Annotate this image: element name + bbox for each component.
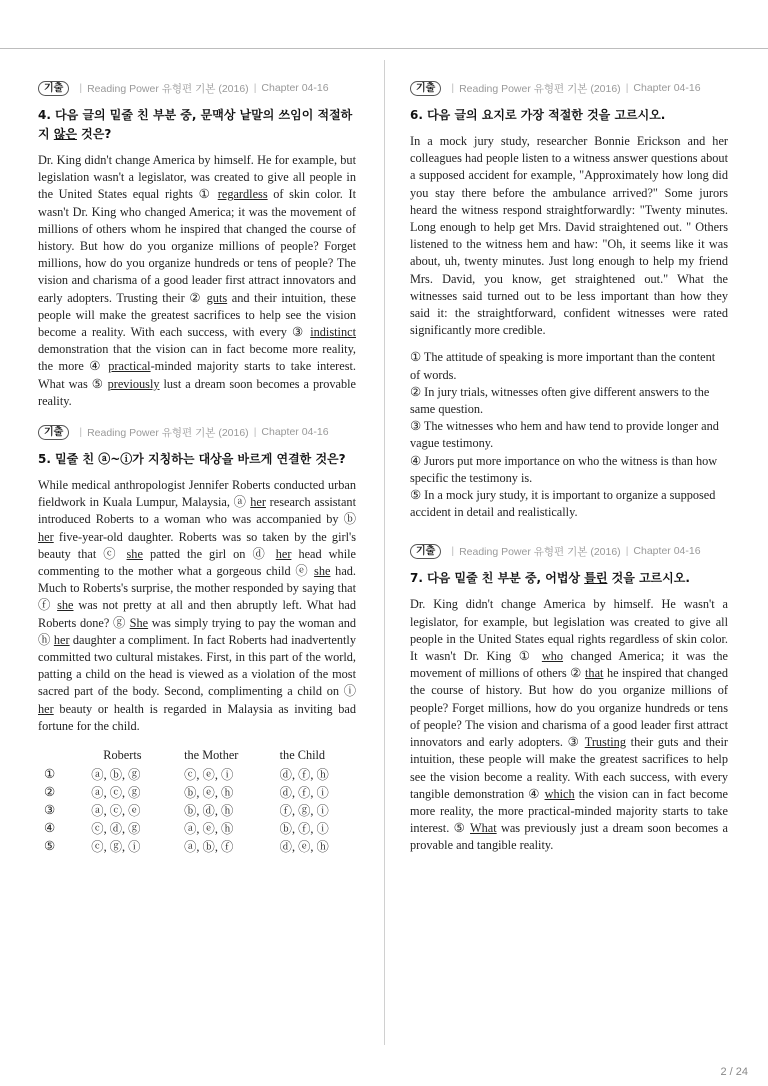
- option-number: ②: [44, 784, 56, 799]
- cell-mother: ⓐ, ⓑ, ⓕ: [184, 840, 234, 855]
- question-source: [410, 543, 728, 559]
- cell-roberts: ⓐ, ⓒ, ⓖ: [91, 786, 141, 801]
- underlined-word: who: [541, 649, 564, 664]
- cell-mother: ⓑ, ⓓ, ⓗ: [184, 804, 234, 819]
- underlined-word: she: [126, 546, 143, 561]
- passage: Dr. King didn't change America by himself. He wasn't a legislator, for example, but legislation was created to give all people in the United States equal rights regardless of skin color. It wasn't Dr. King ① who changed America; it was the movement of millions of others ② that he inspired that changed the course of history. But how do you organize millions of people? Forget millions, how do you organize hundreds or tens of people? The vision and charisma of a good leader first attract innovators and early adopters. ③ Trusting their guts and their intuition, these people will make the greatest sacrifices to help see the vision become a reality. With each success, with every tangible demonstration ④ which the vision can in fact become more reality, the more practical-minded majority starts to take interest. ⑤ What was previously just a dream soon becomes a provable and tangible reality.: [410, 597, 728, 853]
- underlined-word: previously: [107, 376, 160, 391]
- answer-option-row[interactable]: [44, 765, 356, 783]
- cell-roberts: ⓐ, ⓒ, ⓔ: [91, 804, 141, 819]
- question-title: 5. 밑줄 친 ⓐ~ⓘ가 지칭하는 대상을 바르게 연결한 것은?: [38, 452, 346, 467]
- header-cell: Roberts: [103, 748, 142, 763]
- title-text: 4. 다음 글의 밑줄 친 부분 중, 문맥상 낱말의 쓰임이 적절하지: [38, 108, 353, 141]
- underlined-word: She: [129, 615, 149, 630]
- passage: While medical anthropologist Jennifer Roberts conducted urban fieldwork in Kuala Lumpur, Malaysia, ⓐ her research assistant introduced Roberts to a woman who was accompanied by ⓑ her five-year-old daughter. Roberts was so taken by the girl's beauty that ⓒ she patted the girl on ⓓ her head while commenting to the mother what a gorgeous child ⓔ she had. Much to Roberts's surprise, the mother responded by saying that ⓕ she was not pretty at all and then abruptly left. What had Roberts done? ⓖ She was simply trying to pay the woman and ⓗ her daughter a compliment. In fact Roberts had inadvertently committed two cultural mistakes. First, in this part of the world, patting a child on the head is viewed as a violation of the most sacred part of the body. Second, complimenting a child on ⓘ her beauty or health is regarded in Malaysia as inviting bad fortune for the child.: [38, 478, 356, 733]
- past-exam-badge: 기출: [410, 81, 441, 96]
- cell-roberts: ⓒ, ⓖ, ⓘ: [91, 840, 141, 855]
- cell-child: ⓕ, ⓖ, ⓘ: [279, 804, 329, 819]
- separator: |: [79, 82, 83, 94]
- underlined-word: her: [250, 495, 266, 510]
- underlined-word: What: [470, 821, 497, 836]
- cell-child: ⓓ, ⓕ, ⓗ: [279, 768, 329, 783]
- question-source: [38, 80, 356, 96]
- underlined-word: indistinct: [310, 325, 356, 340]
- underlined-word: she: [314, 564, 331, 579]
- underlined-word: practical: [108, 359, 151, 374]
- separator: |: [79, 426, 83, 439]
- header-rule: [0, 48, 768, 49]
- answer-option-row[interactable]: [44, 783, 356, 801]
- answer-table-header: [44, 747, 356, 765]
- separator: |: [625, 82, 629, 94]
- option-number: ①: [44, 766, 56, 781]
- header-cell: [44, 747, 91, 765]
- source-name: Reading Power 유형편 기본 (2016): [87, 82, 249, 95]
- source-name: Reading Power 유형편 기본 (2016): [459, 82, 621, 95]
- header-cell: the Mother: [184, 748, 239, 763]
- underlined-word: her: [38, 529, 54, 544]
- question-title: [38, 106, 356, 144]
- underlined-word: guts: [206, 290, 228, 305]
- chapter-label: Chapter 04-16: [261, 426, 329, 439]
- underlined-word: her: [53, 632, 70, 647]
- passage: In a mock jury study, researcher Bonnie Erickson and her colleagues had people listen to a witness answer questions about a supposed accident for example, "Approximately how long did you stay there before the ambulance arrived?" Some jurors heard the witness respond straightforwardly: "Twenty minutes. Long enough to help get Mrs. David straightened out. " Others listened to the witness hem and haw: "Oh, it seems like it was about, uh, twenty minutes. Just long enough to help my friend Mrs. David, you know, get straightened out." What the witnesses said turned out to be less important than how they said it: the straightforward, confident witnesses were rated significantly more credible.: [410, 134, 728, 338]
- right-column: [410, 80, 728, 869]
- underlined-word: her: [38, 701, 54, 716]
- answer-option[interactable]: ③ The witnesses who hem and haw tend to provide longer and vague testimony.: [410, 419, 719, 451]
- title-text: 것을 고르시오.: [607, 571, 690, 586]
- question-title: 6. 다음 글의 요지로 가장 적절한 것을 고르시오.: [410, 108, 666, 122]
- answer-option-row[interactable]: [44, 837, 356, 855]
- cell-roberts: ⓒ, ⓓ, ⓖ: [91, 822, 141, 837]
- answer-option[interactable]: ② In jury trials, witnesses often give different answers to the same question.: [410, 384, 710, 417]
- separator: |: [451, 82, 455, 94]
- option-number: ⑤: [44, 838, 56, 853]
- answer-option[interactable]: ① The attitude of speaking is more important than the content of words.: [410, 350, 716, 382]
- separator: |: [451, 545, 455, 558]
- past-exam-badge: 기출: [38, 425, 69, 440]
- chapter-label: Chapter 04-16: [261, 82, 329, 94]
- source-name: Reading Power 유형편 기본 (2016): [459, 545, 621, 558]
- option-number: ④: [44, 820, 56, 835]
- answer-option[interactable]: ④ Jurors put more importance on who the witness is than how specific the testimony is.: [410, 453, 718, 485]
- cell-child: ⓑ, ⓕ, ⓘ: [279, 822, 329, 837]
- cell-child: ⓓ, ⓕ, ⓘ: [279, 786, 329, 801]
- underlined-word: Trusting: [584, 735, 626, 750]
- option-number: ③: [44, 802, 56, 817]
- past-exam-badge: 기출: [410, 544, 441, 559]
- page-number: 2 / 24: [720, 1066, 748, 1078]
- question-source: [410, 80, 728, 96]
- left-column: [38, 80, 356, 869]
- underlined-word: regardless: [217, 187, 268, 202]
- separator: |: [253, 82, 257, 94]
- question-7: [410, 543, 728, 854]
- underlined-word: that: [585, 666, 604, 681]
- question-4: [38, 80, 356, 410]
- separator: |: [625, 545, 629, 558]
- past-exam-badge: 기출: [38, 81, 69, 96]
- cell-roberts: ⓐ, ⓑ, ⓖ: [91, 768, 141, 783]
- title-text: 것은?: [76, 127, 112, 141]
- cell-child: ⓓ, ⓔ, ⓗ: [279, 840, 329, 855]
- question-source: [38, 424, 356, 440]
- source-name: Reading Power 유형편 기본 (2016): [87, 426, 249, 439]
- header-cell: the Child: [279, 748, 326, 763]
- answer-options: [410, 349, 728, 521]
- cell-mother: ⓑ, ⓔ, ⓗ: [184, 786, 234, 801]
- cell-mother: ⓒ, ⓔ, ⓘ: [184, 768, 234, 783]
- question-title: [410, 569, 728, 588]
- separator: |: [253, 426, 257, 439]
- underlined-word: she: [57, 598, 74, 613]
- chapter-label: Chapter 04-16: [633, 545, 701, 558]
- column-divider: [384, 60, 385, 1045]
- chapter-label: Chapter 04-16: [633, 82, 701, 94]
- cell-mother: ⓐ, ⓔ, ⓗ: [184, 822, 234, 837]
- underlined-word: her: [275, 546, 292, 561]
- answer-option-row[interactable]: [44, 819, 356, 837]
- title-underlined: 틀린: [584, 571, 608, 586]
- passage: Dr. King didn't change America by himself. He for example, but legislation wasn't a legislator, was created to give all people in the United States equal rights ① regardless of skin color. It wasn't Dr. King who changed America; it was the movement of millions of others whom he inspired that changed the course of history. But how do you organize millions of people? Forget millions, how do you organize hundreds or tens of people? The vision and charisma of a good leader first attract innovators and early adopters. Trusting their ② guts and their intuition, these people will make the greatest sacrifices to help see the vision become a reality. With each success, with every ③ indistinct demonstration that the vision can in fact become more reality, the more ④ practical-minded majority starts to take interest. What was ⑤ previously lust a dream soon becomes a provable reality.: [38, 153, 356, 408]
- title-text: 7. 다음 밑줄 친 부분 중, 어법상: [410, 571, 585, 586]
- answer-option[interactable]: ⑤ In a mock jury study, it is important to organize a supposed accident in detail and realistically.: [410, 488, 716, 520]
- underlined-word: which: [544, 786, 575, 801]
- answer-option-row[interactable]: [44, 801, 356, 819]
- question-6: [410, 80, 728, 521]
- question-5: [38, 424, 356, 855]
- title-underlined: 않은: [53, 127, 77, 141]
- answer-table: [44, 747, 356, 855]
